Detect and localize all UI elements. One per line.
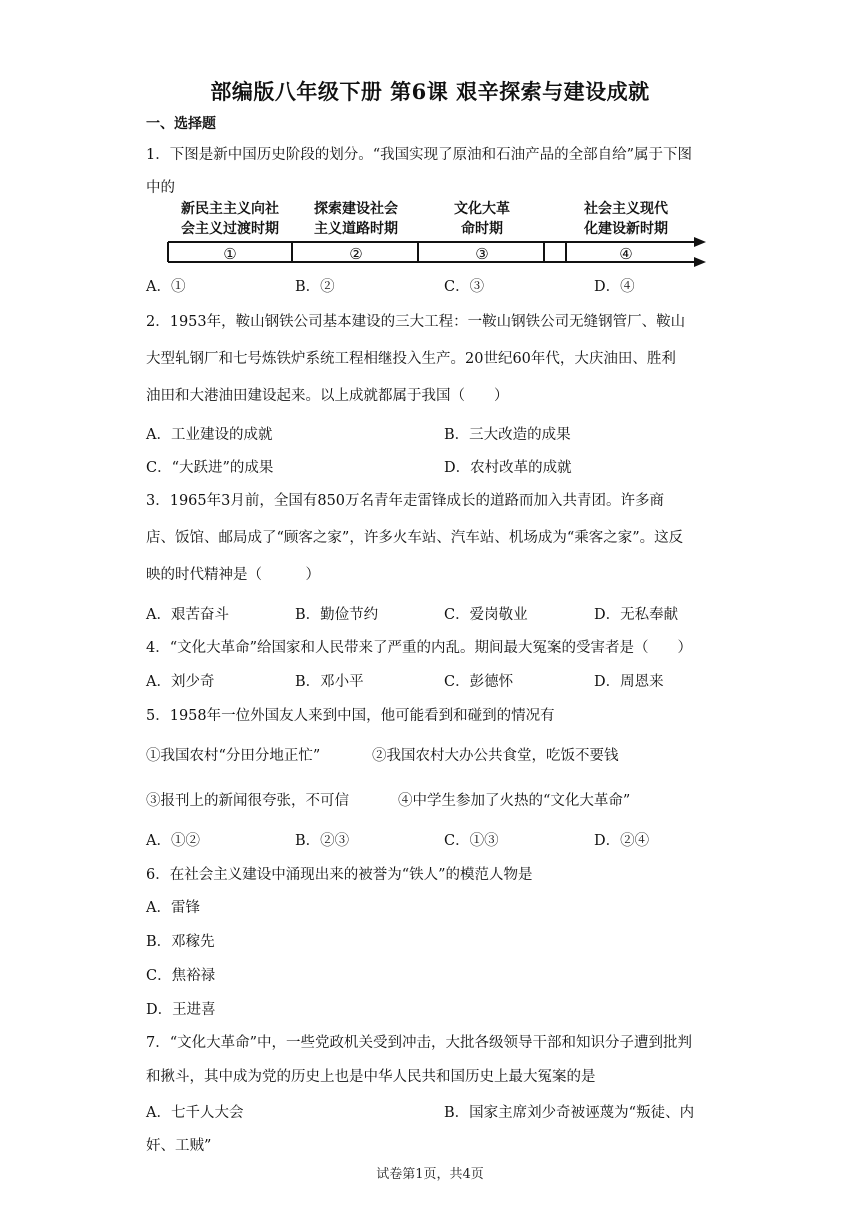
q4-stem-line-1: 4．“文化大革命”给国家和人民带来了严重的内乱。期间最大冤案的受害者是（ ） (146, 640, 693, 656)
q4-option-a: A．刘少奇 (146, 674, 215, 690)
history-timeline-figure (146, 196, 706, 272)
q3-stem-line-1: 3．1965年3月前，全国有850万名青年走雷锋成长的道路而加入共青团。许多商 (146, 493, 665, 509)
q1-option-d: D．④ (594, 279, 635, 295)
period-1-label-line-1: 新民主主义向社 (181, 201, 279, 217)
q1-stem-line-1: 1．下图是新中国历史阶段的划分。“我国实现了原油和石油产品的全部自给”属于下图 (146, 147, 693, 163)
q7-stem-line-1: 7．“文化大革命”中，一些党政机关受到冲击，大批各级领导干部和知识分子遭到批判 (146, 1035, 693, 1051)
q5-option-d: D．②④ (594, 833, 650, 849)
q1-stem-line-2: 中的 (146, 180, 175, 196)
q1-option-a: A．① (146, 279, 186, 295)
q7-option-a: A．七千人大会 (146, 1105, 244, 1121)
q7-option-b-continued: 奸、工贼” (146, 1138, 212, 1154)
q6-option-a: A．雷锋 (146, 900, 200, 916)
page-footer: 试卷第1页，共4页 (376, 1167, 484, 1182)
period-2-label-line-2: 主义道路时期 (314, 221, 398, 237)
q6-option-c: C．焦裕禄 (146, 968, 216, 984)
q1-option-c: C．③ (444, 279, 485, 295)
period-3-label-line-2: 命时期 (461, 221, 503, 237)
q3-option-b: B．勤俭节约 (295, 607, 379, 623)
timeline-upper-arrowhead-icon (694, 237, 706, 247)
q5-stem-line-1: 5．1958年一位外国友人来到中国，他可能看到和碰到的情况有 (146, 708, 555, 724)
q3-stem-line-2: 店、饭馆、邮局成了“顾客之家”，许多火车站、汽车站、机场成为“乘客之家”。这反 (146, 530, 684, 546)
period-2-number: ② (349, 245, 363, 263)
q5-statement-4: ④中学生参加了火热的“文化大革命” (398, 793, 631, 809)
period-4-label-line-2: 化建设新时期 (584, 221, 668, 237)
period-3-label-line-1: 文化大革 (454, 201, 510, 217)
q4-option-c: C．彭德怀 (444, 674, 514, 690)
period-2-label-line-1: 探索建设社会 (314, 201, 398, 217)
timeline-lower-arrowhead-icon (694, 257, 706, 267)
q7-option-b: B．国家主席刘少奇被诬蔑为“叛徒、内 (444, 1105, 695, 1121)
q3-stem-line-3: 映的时代精神是（ ） (146, 567, 320, 583)
period-4-label-line-1: 社会主义现代 (584, 201, 668, 217)
q5-option-b: B．②③ (295, 833, 350, 849)
q2-stem-line-2: 大型轧钢厂和七号炼铁炉系统工程相继投入生产。20世纪60年代，大庆油田、胜利 (146, 351, 676, 367)
section-heading: 一、选择题 (146, 116, 216, 132)
period-4-number: ④ (619, 245, 633, 263)
q4-option-d: D．周恩来 (594, 674, 664, 690)
q7-stem-line-2: 和揪斗，其中成为党的历史上也是中华人民共和国历史上最大冤案的是 (146, 1069, 596, 1085)
q5-option-c: C．①③ (444, 833, 499, 849)
period-1-label-line-2: 会主义过渡时期 (181, 221, 279, 237)
q3-option-d: D．无私奉献 (594, 607, 679, 623)
q2-stem-line-1: 2．1953年，鞍山钢铁公司基本建设的三大工程：一鞍山钢铁公司无缝钢管厂、鞍山 (146, 314, 686, 330)
q2-option-b: B．三大改造的成果 (444, 427, 571, 443)
q6-option-d: D．王进喜 (146, 1002, 216, 1018)
q3-option-c: C．爱岗敬业 (444, 607, 528, 623)
q2-option-a: A．工业建设的成就 (146, 427, 273, 443)
period-1-number: ① (223, 245, 237, 263)
q5-statement-2: ②我国农村大办公共食堂，吃饭不要钱 (372, 748, 619, 764)
q6-stem-line-1: 6．在社会主义建设中涌现出来的被誉为“铁人”的模范人物是 (146, 867, 533, 883)
q3-option-a: A．艰苦奋斗 (146, 607, 229, 623)
q2-option-c: C．“大跃进”的成果 (146, 460, 274, 476)
q5-statement-1: ①我国农村“分田分地正忙” (146, 748, 321, 764)
page-title: 部编版八年级下册 第6课 艰辛探索与建设成就 (210, 79, 650, 104)
period-3-number: ③ (475, 245, 489, 263)
q6-option-b: B．邓稼先 (146, 934, 215, 950)
q5-option-a: A．①② (146, 833, 200, 849)
q2-stem-line-3: 油田和大港油田建设起来。以上成就都属于我国（ ） (146, 388, 509, 404)
q1-option-b: B．② (295, 279, 335, 295)
q4-option-b: B．邓小平 (295, 674, 364, 690)
q5-statement-3: ③报刊上的新闻很夸张，不可信 (146, 793, 349, 809)
q2-option-d: D．农村改革的成就 (444, 460, 572, 476)
